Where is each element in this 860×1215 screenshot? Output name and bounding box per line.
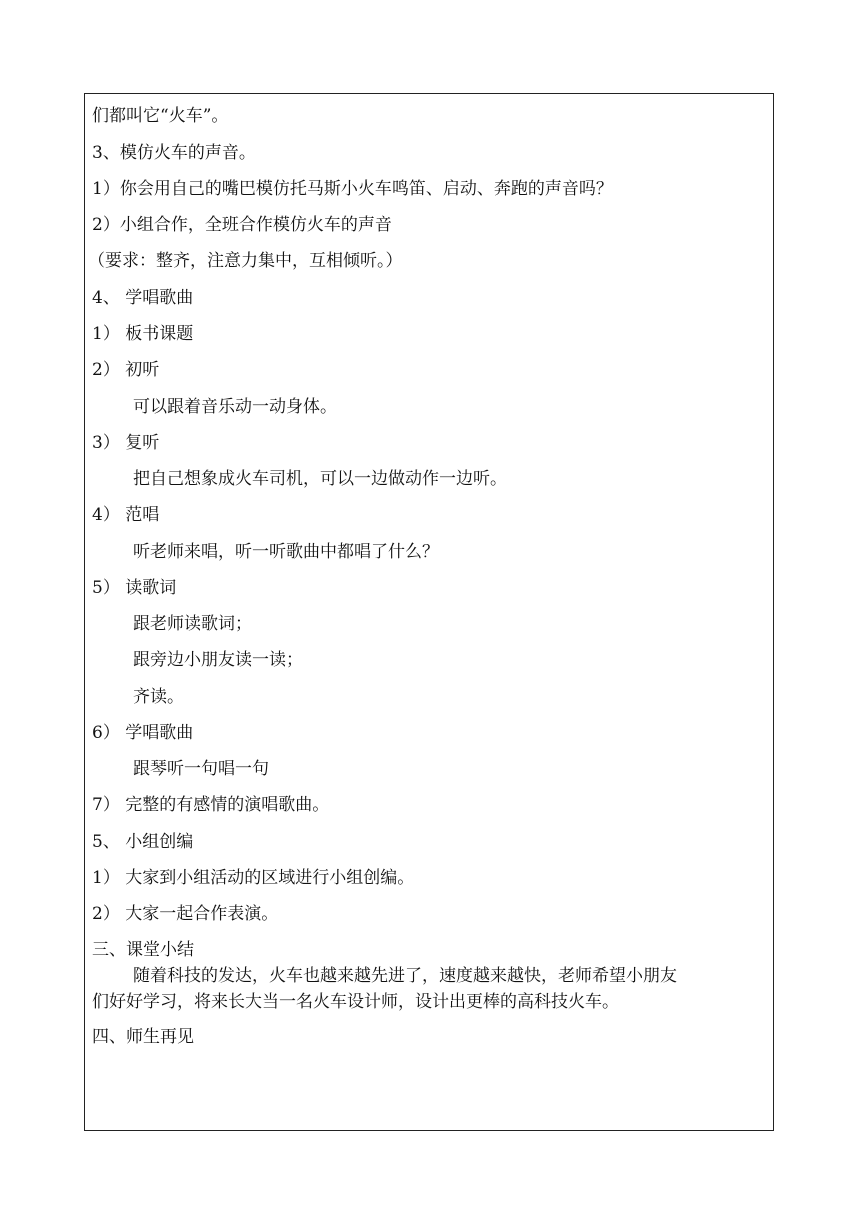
list-item: 5） 读歌词 — [92, 578, 177, 598]
text-line: 2）小组合作，全班合作模仿火车的声音 — [92, 215, 392, 235]
section-heading: 三、课堂小结 — [92, 940, 194, 960]
list-item: 6） 学唱歌曲 — [92, 723, 194, 743]
paragraph-line: 随着科技的发达，火车也越来越先进了，速度越来越快，老师希望小朋友 — [133, 966, 677, 986]
list-item-detail: 跟老师读歌词； — [133, 614, 252, 634]
list-item-detail: 听老师来唱，听一听歌曲中都唱了什么？ — [133, 542, 439, 562]
list-item-detail: 跟旁边小朋友读一读； — [133, 650, 303, 670]
section-heading: 3、模仿火车的声音。 — [92, 143, 256, 163]
paragraph-line: 们好好学习，将来长大当一名火车设计师，设计出更棒的高科技火车。 — [92, 992, 619, 1012]
list-item: 7） 完整的有感情的演唱歌曲。 — [92, 795, 330, 815]
list-item: 3） 复听 — [92, 433, 160, 453]
list-item: 2） 初听 — [92, 360, 160, 380]
list-item-detail: 齐读。 — [133, 687, 184, 707]
text-line: 1）你会用自己的嘴巴模仿托马斯小火车鸣笛、启动、奔跑的声音吗？ — [92, 179, 613, 199]
list-item: 1） 板书课题 — [92, 324, 194, 344]
section-heading: 4、 学唱歌曲 — [92, 288, 194, 308]
section-heading: 四、师生再见 — [92, 1027, 194, 1047]
section-heading: 5、 小组创编 — [92, 832, 194, 852]
list-item-detail: 可以跟着音乐动一动身体。 — [133, 397, 337, 417]
list-item: 4） 范唱 — [92, 505, 160, 525]
list-item-detail: 跟琴听一句唱一句 — [133, 759, 269, 779]
text-line: 们都叫它“火车”。 — [92, 106, 229, 126]
text-line: （要求：整齐，注意力集中，互相倾听。） — [88, 251, 403, 271]
list-item: 1） 大家到小组活动的区域进行小组创编。 — [92, 868, 415, 888]
list-item: 2） 大家一起合作表演。 — [92, 904, 279, 924]
list-item-detail: 把自己想象成火车司机，可以一边做动作一边听。 — [133, 469, 507, 489]
